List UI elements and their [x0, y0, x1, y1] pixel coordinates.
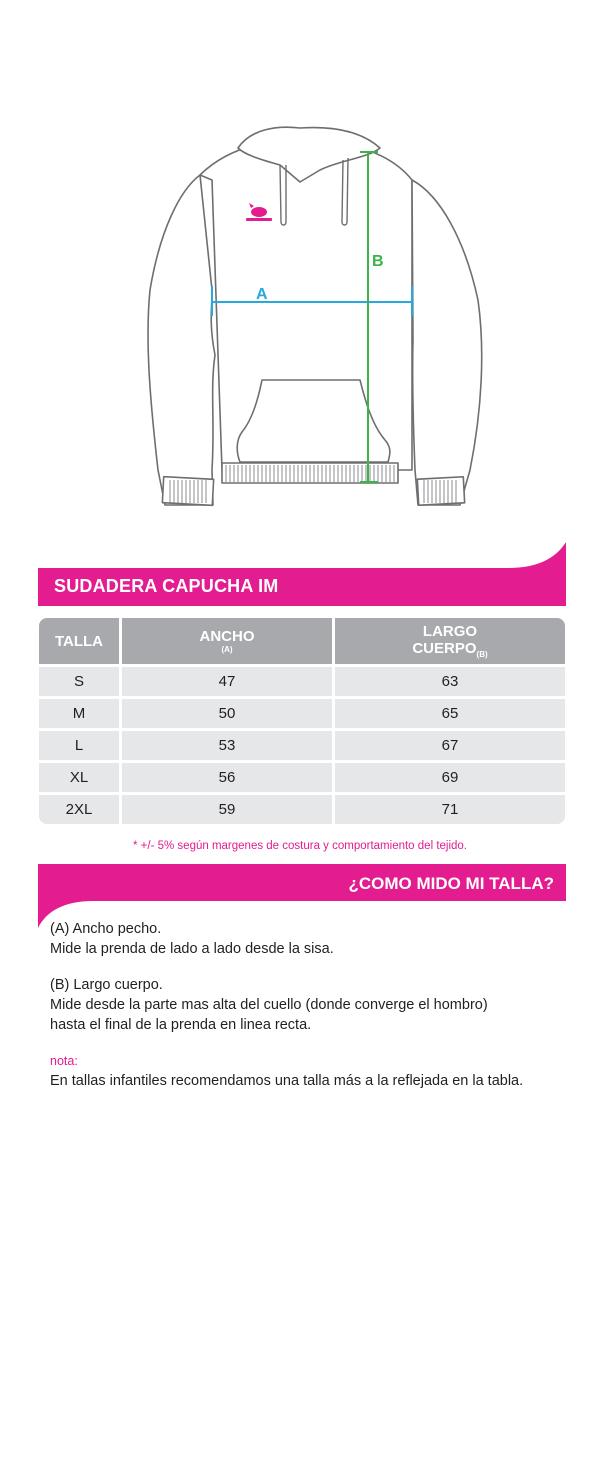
ancho-cell: 59 [122, 795, 332, 824]
size-table [39, 618, 565, 824]
measure-b-label: B [372, 253, 384, 270]
header-talla: TALLA [39, 618, 119, 664]
talla-cell: S [39, 667, 119, 696]
tolerance-note: * +/- 5% según margenes de costura y comportamiento del tejido. [133, 840, 467, 852]
largo-cell: 65 [335, 699, 565, 728]
table-row [39, 795, 565, 824]
table-row [39, 763, 565, 792]
hoodie-right-sleeve [412, 180, 482, 505]
talla-cell: 2XL [39, 795, 119, 824]
table-row [39, 667, 565, 696]
talla-cell: XL [39, 763, 119, 792]
largo-cell: 67 [335, 731, 565, 760]
largo-cell: 63 [335, 667, 565, 696]
measure-b-description-1: Mide desde la parte mas alta del cuello (donde converge el hombro) [50, 997, 488, 1013]
product-title: SUDADERA CAPUCHA IM [54, 576, 279, 596]
measure-b-description-2: hasta el final de la prenda en linea recta. [50, 1017, 312, 1033]
header-ancho: ANCHO (A) [122, 618, 332, 664]
measure-b-title: (B) Largo cuerpo. [50, 977, 163, 993]
size-table-header [39, 618, 565, 664]
measure-a-title: (A) Ancho pecho. [50, 921, 162, 937]
hoodie-right-cuff [417, 477, 464, 505]
hoodie-drawing [130, 120, 500, 520]
ancho-cell: 56 [122, 763, 332, 792]
howto-instructions [50, 919, 580, 1091]
largo-cell: 71 [335, 795, 565, 824]
header-largo: LARGO $CUERPO_{(B)}$ [335, 618, 565, 664]
howto-title: ¿COMO MIDO MI TALLA? [348, 874, 554, 893]
ancho-cell: 47 [122, 667, 332, 696]
nota-text: En tallas infantiles recomendamos una talla más a la reflejada en la tabla. [50, 1073, 524, 1089]
ancho-cell: 50 [122, 699, 332, 728]
hoodie-left-sleeve [148, 175, 215, 505]
product-banner [38, 540, 566, 606]
largo-cell: 69 [335, 763, 565, 792]
table-row [39, 699, 565, 728]
talla-cell: M [39, 699, 119, 728]
measure-a-description: Mide la prenda de lado a lado desde la sisa. [50, 941, 334, 957]
measure-a-label: A [256, 286, 268, 303]
ancho-cell: 53 [122, 731, 332, 760]
table-row [39, 731, 565, 760]
talla-cell: L [39, 731, 119, 760]
nota-label: nota: [50, 1054, 78, 1068]
